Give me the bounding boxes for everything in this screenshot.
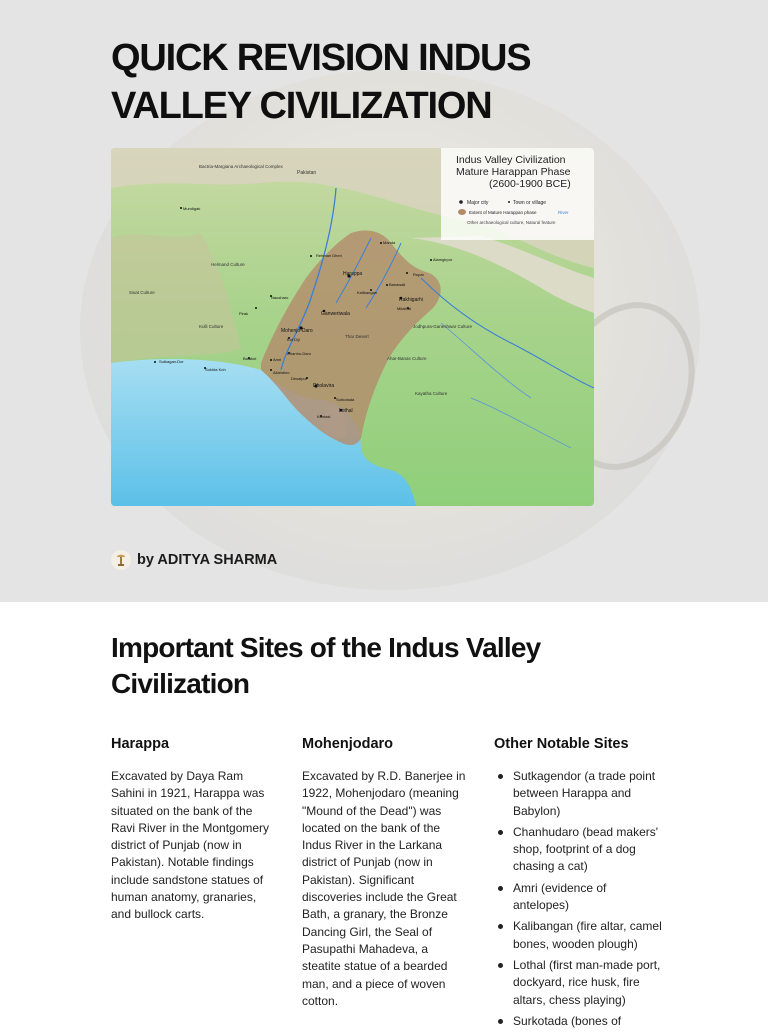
site-marker-rupar	[406, 272, 408, 274]
site-rupar: Rupar	[413, 272, 424, 277]
site-marker-manda	[380, 242, 382, 244]
column-title-harappa: Harappa	[111, 736, 170, 752]
author-avatar-icon	[111, 550, 131, 570]
site-marker-pirak	[255, 307, 257, 309]
column-other-sites	[494, 734, 664, 1034]
site-desalpur: Desalpur	[291, 376, 308, 381]
section-heading: Important Sites of the Indus Valley Civilization	[111, 632, 541, 699]
site-alamgirpur: Alamgirpur	[433, 257, 453, 262]
site-dholavira: Dholavira	[313, 383, 335, 389]
legend-town: Town or village	[513, 200, 547, 206]
site-surkotada: Surkotada	[336, 397, 355, 402]
label-kulli: Kulli Culture	[199, 324, 224, 329]
site-rehman-dheri: Rehman Dheri	[316, 253, 342, 258]
legend-other: Other archaeological culture, Natural feature	[467, 220, 556, 225]
label-pakistan: Pakistan	[297, 170, 317, 176]
site-mohenjodaro: Mohenjo-Daro	[281, 328, 313, 334]
label-helmand: Helmand Culture	[211, 262, 245, 267]
legend-town-marker	[508, 201, 510, 203]
site-pirak: Pirak	[239, 311, 249, 316]
site-mitathal: Mitathal	[397, 306, 412, 311]
site-marker-allahdino	[270, 369, 272, 371]
list-item: Surkotada (bones of	[513, 1013, 664, 1030]
site-allahdino: Allahdino	[273, 370, 290, 375]
legend-major-city-marker	[459, 200, 463, 204]
site-amri: Amri	[273, 357, 282, 362]
site-marker-amri	[270, 359, 272, 361]
list-item: Chanhudaro (bead makers' shop, footprint of a dog chasing a cat)	[513, 824, 664, 876]
list-item: Amri (evidence of antelopes)	[513, 880, 664, 915]
column-harappa	[111, 734, 276, 924]
indus-valley-map	[111, 148, 594, 506]
author-name: by ADITYA SHARMA	[137, 552, 278, 568]
site-marker-mundigak	[180, 207, 182, 209]
label-jodhpura: Jodhpura-Ganeshwar Culture	[413, 324, 473, 329]
site-lothal: Lothal	[339, 408, 353, 414]
map-legend-title-3: (2600-1900 BCE)	[489, 178, 571, 190]
site-marker-rehman-dheri	[310, 255, 312, 257]
column-text-harappa: Excavated by Daya Ram Sahini in 1921, Harappa was situated on the bank of the Ravi River in the Montgomery district of Punjab (now in Pakistan). Notable findings include sandstone statues of human anatomy, granaries, and bullock carts.	[111, 769, 270, 922]
site-marker-alamgirpur	[430, 259, 432, 261]
site-ganweriwala: Ganweriwala	[321, 311, 350, 317]
site-harappa: Harappa	[343, 271, 363, 277]
author-byline	[111, 549, 277, 571]
map-legend-title-1: Indus Valley Civilization	[456, 154, 566, 166]
site-kuntasi: Kuntasi	[317, 414, 331, 419]
legend-river: River	[558, 210, 569, 215]
legend-extent-swatch	[458, 209, 466, 215]
site-balakot: Balakot	[243, 356, 257, 361]
site-manda: Manda	[383, 240, 396, 245]
site-kotdiji: Kot Diji	[287, 337, 300, 342]
list-item: Sutkagendor (a trade point between Harappa and Babylon)	[513, 768, 664, 820]
label-kayatha: Kayatha Culture	[415, 391, 448, 396]
sites-section	[111, 630, 671, 1028]
site-nausharo: Nausharo	[271, 295, 289, 300]
column-title-other-sites: Other Notable Sites	[494, 736, 629, 752]
label-thar: Thar Desert	[345, 334, 369, 339]
label-bmac: Bactria-Margiana Archaeological Complex	[199, 164, 283, 169]
site-sokhta-koh: Sokhta Koh	[205, 367, 226, 372]
label-swat: Swat Culture	[129, 290, 155, 295]
site-chanhudaro: Chanhu-Daro	[287, 351, 312, 356]
legend-major-city: Major city	[467, 200, 489, 206]
list-item: Kalibangan (fire altar, camel bones, wooden plough)	[513, 918, 664, 953]
site-mundigak: Mundigak	[183, 206, 201, 211]
other-sites-list	[494, 768, 664, 1030]
site-kalibangan: Kalibangan	[357, 290, 378, 295]
column-title-mohenjodaro: Mohenjodaro	[302, 736, 394, 752]
column-text-mohenjodaro: Excavated by R.D. Banerjee in 1922, Mohenjodaro (meaning "Mound of the Dead") was located on the bank of the Indus River in the Larkana district of Punjab (now in Pakistan). Significant discoveries include the Great Bath, a granary, the Bronze Dancing Girl, the Seal of Pasupathi Mahadeva, a steatite statue of a bearded man, and a piece of woven cotton.	[302, 769, 466, 1008]
list-item: Lothal (first man-made port, dockyard, rice husk, fire altars, chess playing)	[513, 957, 664, 1009]
legend-extent: Extent of Mature Harappan phase	[469, 210, 537, 215]
label-ahar-banas: Ahar-Banas Culture	[387, 356, 427, 361]
site-marker-sutkagan-dor	[154, 361, 156, 363]
site-sutkagan-dor: Sutkagan-Dor	[159, 359, 184, 364]
site-marker-banawali	[386, 284, 388, 286]
site-banawali: Banawali	[389, 282, 406, 287]
site-rakhigarhi: Rakhigarhi	[399, 297, 423, 303]
column-mohenjodaro	[302, 734, 467, 1010]
page-title: QUICK REVISION INDUS VALLEY CIVILIZATION	[111, 37, 531, 127]
map-legend-title-2: Mature Harappan Phase	[456, 166, 571, 178]
